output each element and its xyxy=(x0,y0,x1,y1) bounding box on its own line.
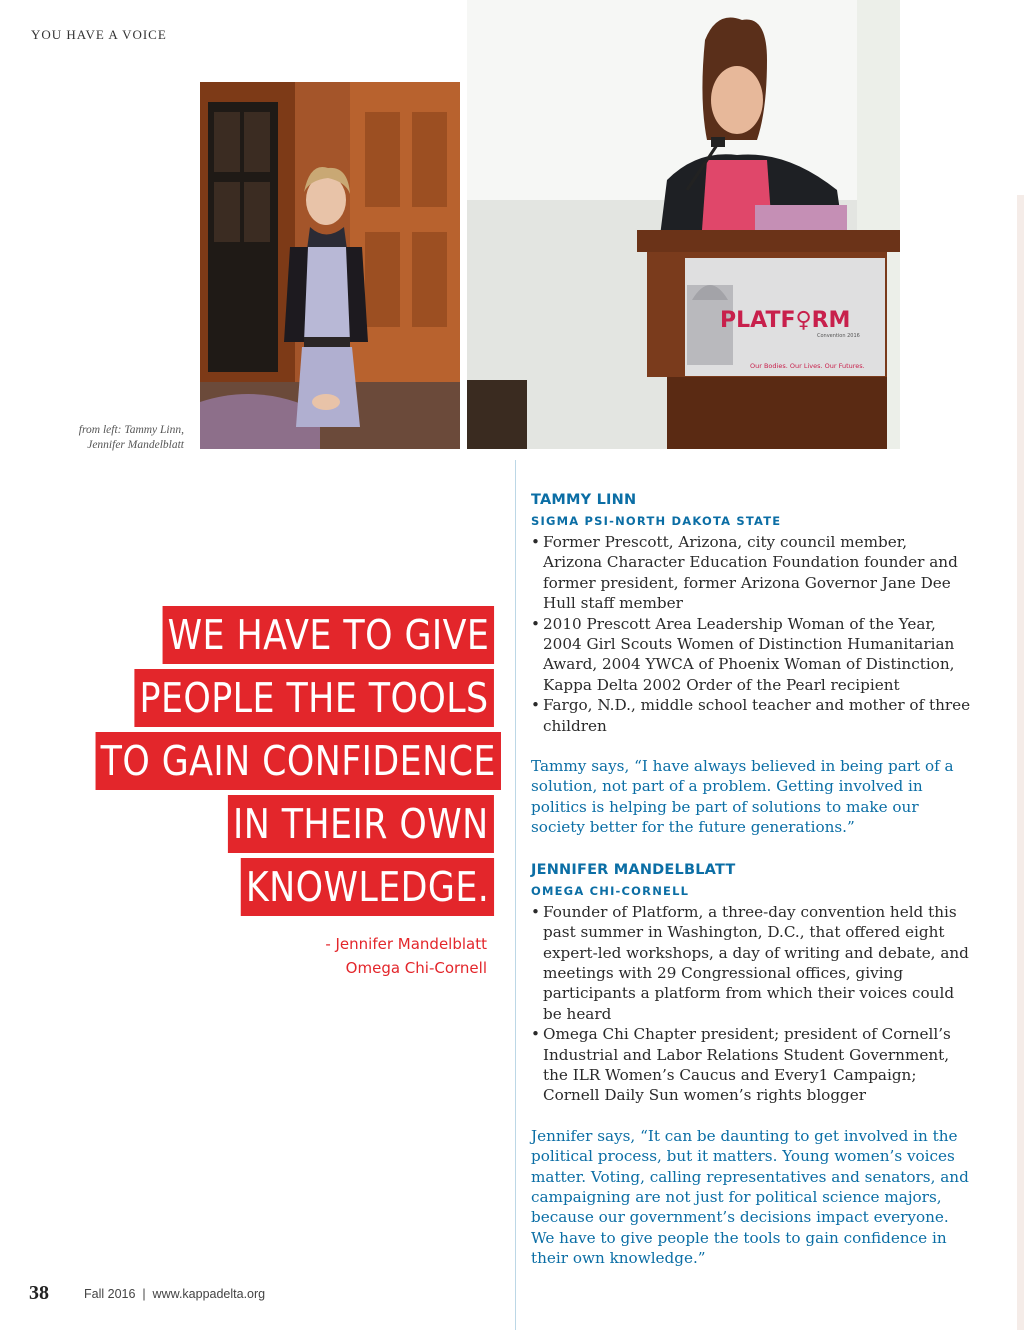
profile-bullet: • Founder of Platform, a three-day convention held this past summer in Washington, D.C., that offered eight expert-led workshops, a day of writing and debate, and meetings with 29 Congressional offices, giving participants a platform from which their voices could be heard xyxy=(531,902,971,1024)
pull-quote-line: TO GAIN CONFIDENCE xyxy=(96,732,501,790)
profile-bullets xyxy=(531,902,971,1106)
pull-quote-attribution xyxy=(325,932,487,980)
podium-illustration xyxy=(467,0,900,449)
profiles-column xyxy=(531,490,971,1269)
profile-name: JENNIFER MANDELBLATT xyxy=(531,861,736,878)
profile-tammy-linn xyxy=(531,490,971,838)
photo-tammy-linn xyxy=(200,82,460,449)
profile-quote: Jennifer says, “It can be daunting to get involved in the political process, but it matters. Young women’s voices matter. Voting, calling representatives and senators, and campaigning are not just for political science majors, because our government’s decisions impact everyone. We have to give people the tools to gain confidence in their own knowledge.” xyxy=(531,1126,969,1268)
profile-bullet: • Fargo, N.D., middle school teacher and mother of three children xyxy=(531,695,971,736)
caption-line-1: from left: Tammy Linn, xyxy=(78,424,184,436)
portrait-illustration xyxy=(200,82,460,449)
pull-quote-line: IN THEIR OWN xyxy=(228,795,494,853)
profile-name: TAMMY LINN xyxy=(531,492,637,508)
pull-quote-line: WE HAVE TO GIVE xyxy=(162,606,494,664)
caption-line-2: Jennifer Mandelblatt xyxy=(87,439,184,451)
pull-quote xyxy=(24,606,494,921)
podium-sign-tagline: Our Bodies. Our Lives. Our Futures. xyxy=(750,362,865,370)
profile-bullets xyxy=(531,532,971,736)
page-number: 38 xyxy=(29,1282,49,1304)
attribution-name: - Jennifer Mandelblatt xyxy=(325,935,487,953)
podium-sign-sub: Convention 2016 xyxy=(817,333,860,339)
section-label: YOU HAVE A VOICE xyxy=(31,27,167,42)
column-divider xyxy=(515,460,516,1330)
profile-bullet: • 2010 Prescott Area Leadership Woman of the Year, 2004 Girl Scouts Women of Distinction Humanitarian Award, 2004 YWCA of Phoenix Woman of Distinction, Kappa Delta 2002 Order of the Pearl recipient xyxy=(531,614,971,696)
pull-quote-line: PEOPLE THE TOOLS xyxy=(135,669,494,727)
podium-sign-text: PLATF♀RM xyxy=(720,308,851,333)
profile-bullet: • Omega Chi Chapter president; president of Cornell’s Industrial and Labor Relations Student Government, the ILR Women’s Caucus and Every1 Campaign; Cornell Daily Sun women’s rights blogger xyxy=(531,1024,971,1106)
profile-chapter: SIGMA PSI-NORTH DAKOTA STATE xyxy=(531,514,782,528)
profile-bullet: • Former Prescott, Arizona, city council member, Arizona Character Education Foundation founder and former president, former Arizona Governor Jane Dee Hull staff member xyxy=(531,532,971,614)
footer-issue: Fall 2016 | www.kappadelta.org xyxy=(84,1287,266,1301)
profile-jennifer-mandelblatt xyxy=(531,860,971,1269)
attribution-chapter: Omega Chi-Cornell xyxy=(345,959,487,977)
profile-quote: Tammy says, “I have always believed in being part of a solution, not part of a problem. Getting involved in politics is helping be part of solutions to make our society better for the future generations.” xyxy=(531,757,954,837)
photo-jennifer-mandelblatt xyxy=(467,0,900,449)
profile-chapter: OMEGA CHI-CORNELL xyxy=(531,883,690,898)
photo-caption xyxy=(40,423,184,453)
page-edge-strip xyxy=(1017,195,1024,1330)
pull-quote-line: KNOWLEDGE. xyxy=(240,858,494,916)
